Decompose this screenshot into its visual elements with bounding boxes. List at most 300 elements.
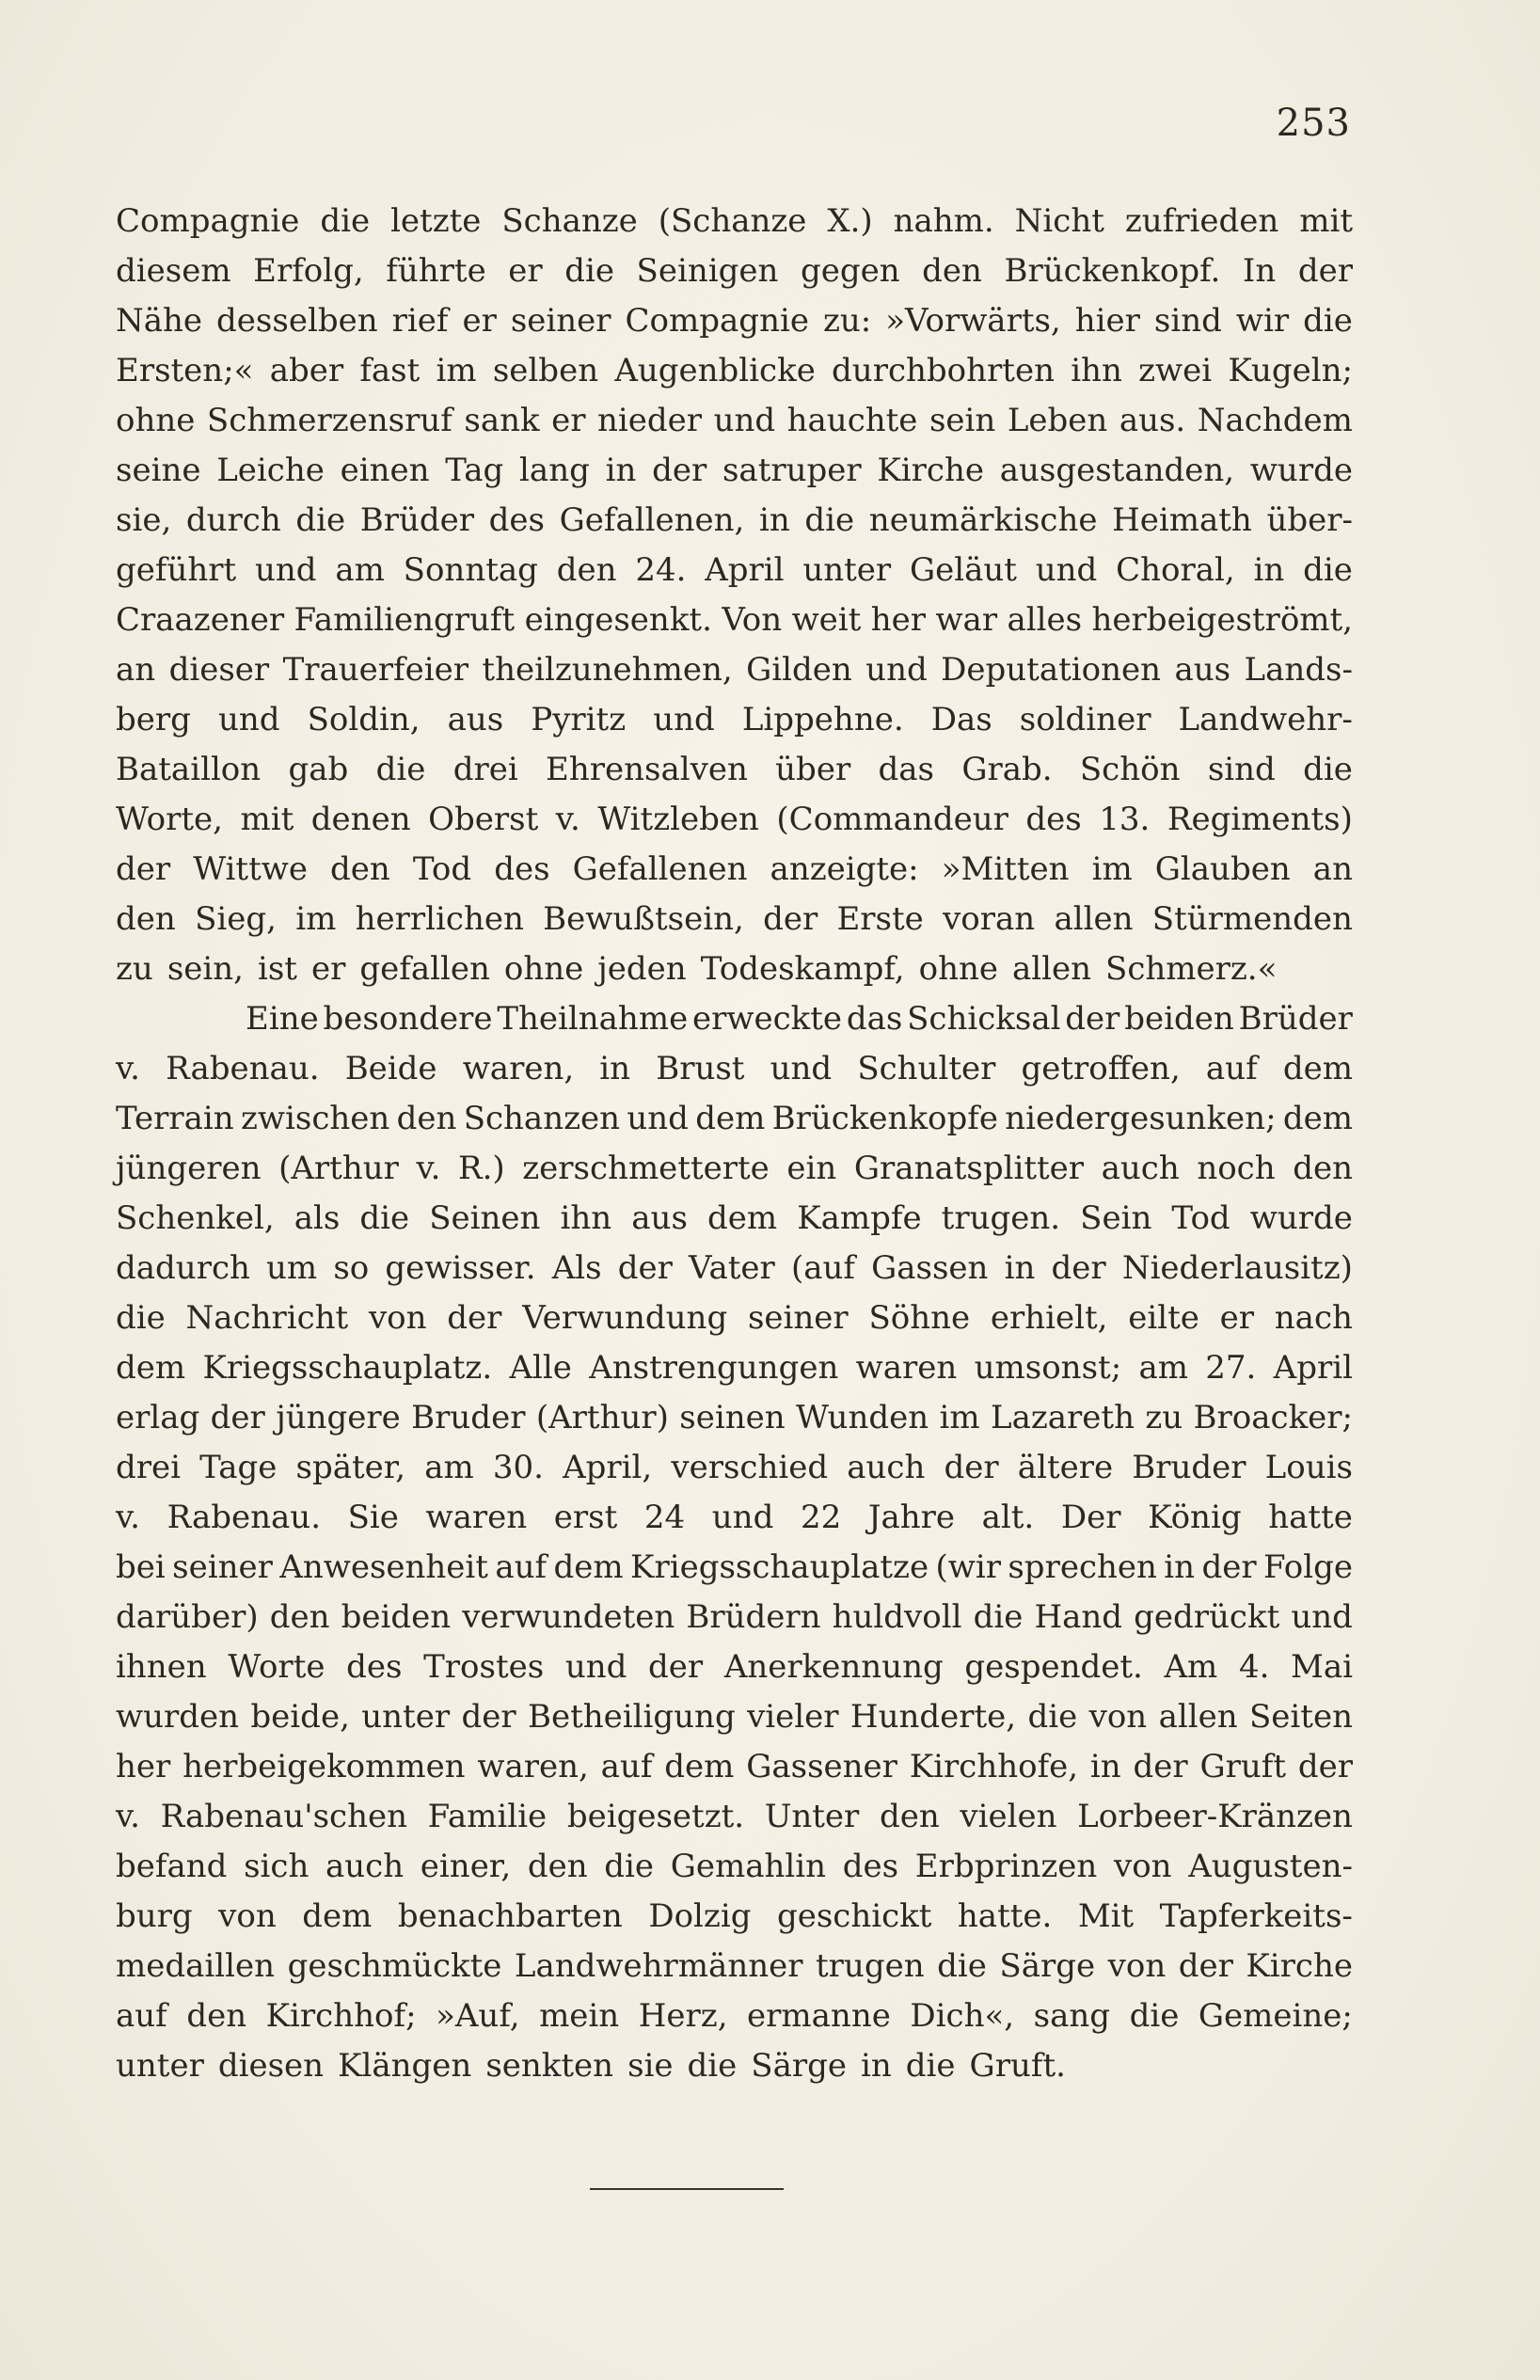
word: Särge [999, 1947, 1096, 1985]
word: des [842, 1848, 899, 1885]
word: Gilden [746, 651, 852, 689]
word: allen [1012, 950, 1092, 988]
word: Brüder [1238, 1000, 1353, 1038]
word: der [617, 1249, 673, 1287]
word: (Schanze [658, 202, 807, 240]
word: Bewußtsein, [543, 900, 744, 938]
word: satruper [722, 452, 862, 489]
word: soldiner [1019, 701, 1151, 738]
word: ermanne [747, 1997, 891, 2035]
word: ältere [1017, 1449, 1114, 1486]
word: Familiengruft [294, 601, 516, 639]
word: Landwehrmänner [514, 1947, 803, 1985]
word: der [1133, 1748, 1188, 1785]
word: führte [386, 252, 486, 290]
word: erhielt, [990, 1299, 1108, 1337]
word: Grab. [961, 751, 1053, 788]
word: durchbohrten [832, 352, 1055, 389]
word: Geläut [909, 551, 1017, 589]
word: über [775, 751, 851, 788]
word: Regiments) [1167, 801, 1353, 838]
word: v. [116, 1798, 140, 1835]
word: später, [295, 1449, 406, 1486]
text-line [116, 1543, 1353, 1593]
word: so [333, 1249, 370, 1287]
word: den [269, 1598, 330, 1636]
word: April [1273, 1349, 1353, 1387]
word: das [846, 1000, 903, 1038]
word: Dich«, [910, 1997, 1015, 2035]
word: der [652, 452, 707, 489]
word: Folge [1263, 1548, 1353, 1586]
word: in [599, 1050, 631, 1087]
word: vielen [960, 1798, 1057, 1835]
word: Von [722, 601, 783, 639]
word: Erste [836, 900, 924, 938]
word: letzte [390, 202, 482, 240]
word: der [648, 1648, 704, 1686]
word: Jahre [867, 1499, 955, 1536]
text-line [116, 496, 1353, 546]
word: ist [257, 950, 297, 988]
text-line [116, 197, 1353, 246]
word: die [1303, 751, 1353, 788]
word: Schulter [857, 1050, 996, 1087]
text-line [116, 895, 1353, 944]
word: des [1025, 801, 1082, 838]
word: durch [185, 501, 281, 539]
word: dem [553, 1548, 624, 1586]
word: Familie [427, 1798, 548, 1835]
word: den [922, 252, 982, 290]
word: Bruder [411, 1399, 526, 1436]
word: v. [116, 1499, 140, 1536]
word: auf [1205, 1050, 1258, 1087]
word: 22 [800, 1499, 842, 1536]
word: Kirchhof; [265, 1997, 417, 2035]
word: lang [519, 452, 590, 489]
word: Kriegsschauplatz. [202, 1349, 493, 1387]
word: waren [855, 1349, 958, 1387]
word: die [937, 1947, 987, 1985]
word: Seinen [429, 1199, 541, 1237]
word: Kugeln; [1228, 352, 1353, 389]
word: weit [791, 601, 862, 639]
word: Nachricht [185, 1299, 349, 1337]
end-rule-divider [590, 2188, 784, 2190]
word: von [1088, 1698, 1148, 1736]
word: Schanze [501, 202, 638, 240]
text-line [116, 1293, 1353, 1343]
word: Louis [1264, 1449, 1353, 1486]
word: von [368, 1299, 427, 1337]
word: unter [802, 551, 892, 589]
word: Sonntag [403, 551, 538, 589]
word: 24 [643, 1499, 686, 1536]
word: Niederlausitz) [1121, 1249, 1353, 1287]
text-line [116, 446, 1353, 496]
body-text [116, 197, 1353, 2091]
text-line [116, 1892, 1353, 1942]
word: sind [1207, 751, 1276, 788]
word: Deputationen [941, 651, 1162, 689]
word: Unter [764, 1798, 860, 1835]
word: er [462, 302, 497, 340]
word: (Arthur [278, 1150, 399, 1187]
word: am [424, 1449, 474, 1486]
word: Trostes [423, 1648, 545, 1686]
word: alt. [981, 1499, 1035, 1536]
word: waren, [462, 1050, 575, 1087]
word: noch [1197, 1150, 1276, 1187]
word: Nicht [1014, 202, 1104, 240]
word: des [494, 850, 550, 888]
word: die [1303, 551, 1353, 589]
word: die [804, 501, 855, 539]
text-line [116, 1942, 1353, 1991]
word: Anwesenheit [279, 1548, 488, 1586]
word: sein [929, 402, 996, 439]
word: einen [340, 452, 430, 489]
word: beigesetzt. [566, 1798, 745, 1835]
word: seiner [747, 1299, 849, 1337]
word: Dolzig [648, 1897, 752, 1935]
word: erst [553, 1499, 618, 1536]
word: mit [1299, 202, 1353, 240]
word: in [861, 2047, 892, 2085]
word: nahm. [893, 202, 994, 240]
text-line [116, 994, 1353, 1044]
word: Rabenau. [167, 1499, 322, 1536]
word: dem [695, 1100, 766, 1137]
word: jüngeren [116, 1150, 262, 1187]
word: dem [664, 1748, 735, 1785]
word: der [1297, 252, 1353, 290]
text-line [116, 1443, 1353, 1493]
word: der [1065, 1000, 1120, 1038]
text-line [116, 1343, 1353, 1393]
word: gewisser. [385, 1249, 536, 1287]
word: sich [244, 1848, 310, 1885]
word: den [186, 1997, 247, 2035]
word: mit [240, 801, 294, 838]
word: ohne [116, 402, 196, 439]
word: geschmückte [287, 1947, 502, 1985]
word: sie [627, 2047, 674, 2085]
word: Lands- [1244, 651, 1353, 689]
word: hatte. [957, 1897, 1053, 1935]
word: sein, [167, 950, 244, 988]
text-line [116, 695, 1353, 745]
word: mein [539, 1997, 620, 2035]
word: Gassen [871, 1249, 989, 1287]
word: Der [1060, 1499, 1121, 1536]
word: Kriegsschauplatze [630, 1548, 929, 1586]
word: Ersten;« [116, 352, 254, 389]
word: Kirche [1246, 1947, 1353, 1985]
word: herrlichen [355, 900, 524, 938]
word: jeden [597, 950, 687, 988]
word: Todeskampf, [700, 950, 905, 988]
word: berg [116, 701, 191, 738]
word: der [461, 1698, 516, 1736]
word: Gruft. [969, 2047, 1066, 2085]
word: X.) [827, 202, 873, 240]
word: den [330, 850, 390, 888]
word: 4. [1238, 1648, 1270, 1686]
word: Alle [509, 1349, 572, 1387]
word: Ehrensalven [546, 751, 748, 788]
word: Brückenkopfe [771, 1100, 998, 1137]
word: die [604, 1848, 655, 1885]
word: Klängen [338, 2047, 472, 2085]
word: sprechen [1008, 1548, 1157, 1586]
word: Nähe [116, 302, 203, 340]
word: seinen [679, 1399, 786, 1436]
word: Broacker; [1193, 1399, 1353, 1436]
text-line [116, 1792, 1353, 1842]
word: Terrain [116, 1100, 234, 1137]
word: des [488, 501, 546, 539]
word: dieser [168, 651, 270, 689]
word: den [396, 1100, 457, 1137]
word: zwischen [241, 1100, 390, 1137]
word: beiden [341, 1598, 452, 1636]
word: in [605, 452, 637, 489]
word: Anstrengungen [589, 1349, 839, 1387]
text-line [116, 1094, 1353, 1144]
word: allen [1054, 900, 1134, 938]
text-line [116, 645, 1353, 695]
word: die [375, 751, 426, 788]
word: April, [563, 1449, 653, 1486]
word: und [217, 701, 280, 738]
word: die [116, 1299, 166, 1337]
word: den [116, 900, 176, 938]
page-number: 253 [1276, 102, 1351, 145]
word: und [711, 1499, 774, 1536]
word: Tod [1171, 1199, 1230, 1237]
word: 24. [635, 551, 687, 589]
word: »Mitten [941, 850, 1070, 888]
word: Kirche [877, 452, 984, 489]
word: selben [492, 352, 599, 389]
word: des [346, 1648, 403, 1686]
word: Als [551, 1249, 602, 1287]
word: jüngere [276, 1399, 401, 1436]
word: Brückenkopf. [1004, 252, 1221, 290]
word: voran [943, 900, 1036, 938]
word: von [1107, 1947, 1167, 1985]
word: Schenkel, [116, 1199, 275, 1237]
word: »Auf, [436, 1997, 520, 2035]
word: gegen [800, 252, 900, 290]
word: Schmerzensruf [206, 402, 452, 439]
word: gedrückt [1134, 1598, 1280, 1636]
word: sank [464, 402, 540, 439]
text-line [116, 1493, 1353, 1543]
word: auf [116, 1997, 167, 2035]
word: Anerkennung [723, 1648, 944, 1686]
word: aus. [1119, 402, 1186, 439]
word: er [551, 402, 586, 439]
word: und [865, 651, 928, 689]
word: war [935, 601, 998, 639]
word: und [627, 1100, 689, 1137]
word: in [1089, 1748, 1121, 1785]
text-line [116, 546, 1353, 595]
word: Gefallenen, [559, 501, 745, 539]
word: aus [447, 701, 504, 738]
word: Stürmenden [1151, 900, 1353, 938]
word: die [359, 1199, 410, 1237]
text-line [116, 246, 1353, 296]
word: den [879, 1798, 940, 1835]
word: diesen [217, 2047, 325, 2085]
word: neumärkische [868, 501, 1098, 539]
word: nach [1274, 1299, 1353, 1337]
word: der [116, 850, 171, 888]
word: und [653, 701, 715, 738]
word: beide, [250, 1698, 350, 1736]
word: seiner [172, 1548, 273, 1586]
word: in [759, 501, 790, 539]
word: dem [1282, 1050, 1353, 1087]
word: und [1035, 551, 1098, 589]
word: ihnen [116, 1648, 207, 1686]
word: der [1201, 1548, 1257, 1586]
text-line [116, 1692, 1353, 1742]
word: Tag [445, 452, 504, 489]
word: ohne [918, 950, 998, 988]
word: im [939, 1399, 980, 1436]
word: desselben [216, 302, 378, 340]
word: und [254, 551, 317, 589]
word: Theilnahme [497, 1000, 689, 1038]
text-line [116, 1593, 1353, 1642]
word: Brüder [359, 501, 475, 539]
text-line [116, 1642, 1353, 1692]
word: Gemeine; [1198, 1997, 1353, 2035]
word: waren, [477, 1748, 589, 1785]
word: Compagnie [625, 302, 809, 340]
word: allen [1158, 1698, 1238, 1736]
word: hatte [1268, 1499, 1353, 1536]
word: und [1291, 1598, 1353, 1636]
word: verschied [671, 1449, 829, 1486]
word: ausgestanden, [999, 452, 1235, 489]
word: aus [631, 1199, 688, 1237]
word: verwundeten [462, 1598, 675, 1636]
word: Vater [689, 1249, 775, 1287]
word: Craazener [116, 601, 285, 639]
word: Hunderte, [849, 1698, 1017, 1736]
word: ohne [503, 950, 584, 988]
word: ihn [1071, 352, 1122, 389]
word: huldvoll [832, 1598, 962, 1636]
word: Augenblicke [614, 352, 816, 389]
word: ihn [560, 1199, 612, 1237]
word: zerschmetterte [522, 1150, 770, 1187]
word: unter [361, 1698, 451, 1736]
word: geführt [116, 551, 237, 589]
text-line [116, 346, 1353, 396]
text-line [116, 1244, 1353, 1293]
word: auf [600, 1748, 653, 1785]
word: im [1091, 850, 1133, 888]
text-line [116, 1144, 1353, 1194]
word: Söhne [868, 1299, 971, 1337]
word: drei [452, 751, 518, 788]
word: erweckte [692, 1000, 843, 1038]
word: eingesenkt. [524, 601, 712, 639]
word: Verwundung [522, 1299, 728, 1337]
word: sang [1033, 1997, 1111, 2035]
word: befand [116, 1848, 228, 1885]
word: auch [325, 1848, 405, 1885]
word: benachbarten [397, 1897, 623, 1935]
word: Witzleben [597, 801, 759, 838]
word: Kirchhofe, [909, 1748, 1079, 1785]
word: Betheiligung [527, 1698, 736, 1736]
word: die [1303, 302, 1353, 340]
word: die [295, 501, 346, 539]
word: auch [1101, 1150, 1180, 1187]
word: Leiche [216, 452, 325, 489]
word: im [436, 352, 477, 389]
word: um [266, 1249, 318, 1287]
word: er [1219, 1299, 1255, 1337]
text-line [116, 1393, 1353, 1443]
word: gefallen [359, 950, 490, 988]
word: Tod [412, 850, 472, 888]
word: dem [1282, 1100, 1353, 1137]
word: zwei [1138, 352, 1213, 389]
word: vieler [747, 1698, 839, 1736]
word: zufrieden [1124, 202, 1279, 240]
word: (Arthur) [535, 1399, 669, 1436]
word: Sein [1080, 1199, 1152, 1237]
word: den [527, 1848, 588, 1885]
word: an [116, 651, 156, 689]
word: die [687, 2047, 738, 2085]
word: den [1293, 1150, 1353, 1187]
word: her [870, 601, 927, 639]
word: in [1164, 1548, 1196, 1586]
word: dem [116, 1349, 186, 1387]
word: Bruder [1132, 1449, 1246, 1486]
text-line [116, 1991, 1353, 2041]
word: die [905, 2047, 956, 2085]
word: unter [116, 2047, 204, 2085]
word: auch [847, 1449, 926, 1486]
word: zu: [822, 302, 872, 340]
word: Gefallenen [572, 850, 748, 888]
text-line [116, 2041, 1353, 2091]
word: senkten [485, 2047, 614, 2085]
word: dem [302, 1897, 373, 1935]
word: die [564, 252, 614, 290]
word: Schanzen [463, 1100, 621, 1137]
word: v. [555, 801, 580, 838]
word: Wunden [795, 1399, 929, 1436]
word: Brust [656, 1050, 745, 1087]
word: die [1129, 1997, 1180, 2035]
word: Compagnie [116, 202, 300, 240]
word: Schön [1079, 751, 1181, 788]
word: gespendet. [964, 1648, 1143, 1686]
word: aus [1174, 651, 1231, 689]
